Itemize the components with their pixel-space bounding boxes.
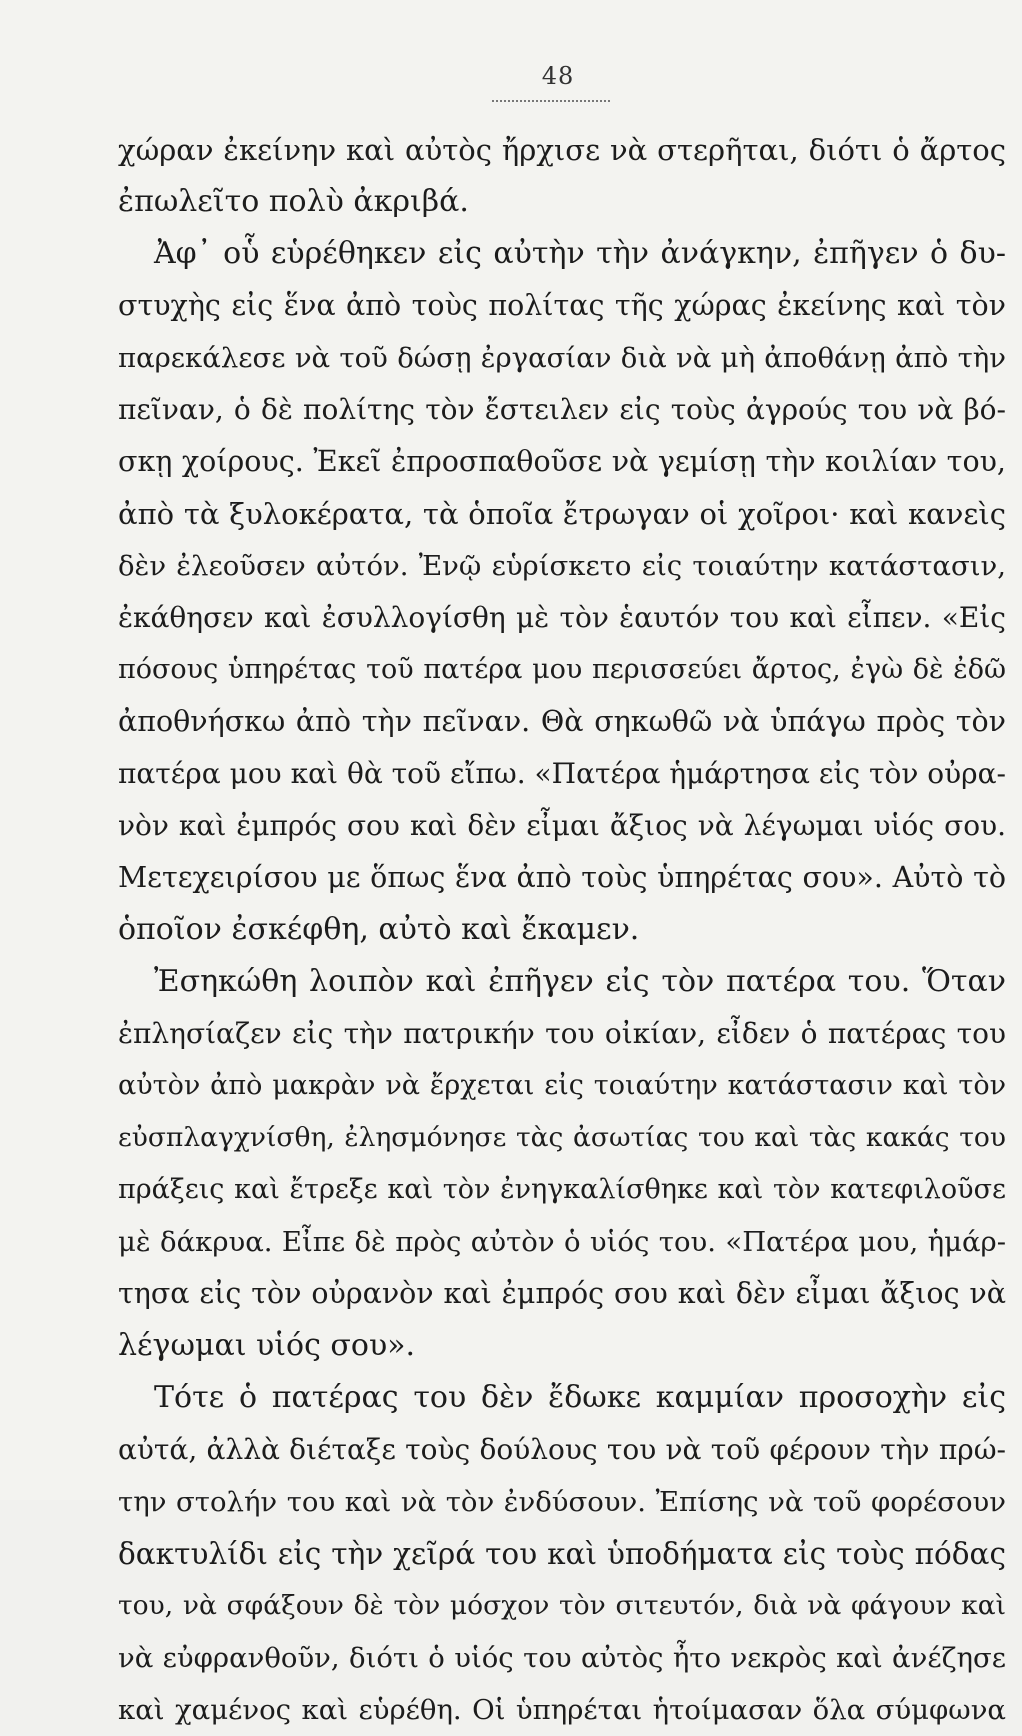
text-line: σκῃ χοίρους. Ἐκεῖ ἐπροσπαθοῦσε νὰ γεμίσῃ τὴν κοιλίαν του,: [118, 445, 1006, 478]
text-line: ἀπὸ τὰ ξυλοκέρατα, τὰ ὁποῖα ἔτρωγαν οἱ χοῖροι· καὶ κανεὶς: [118, 497, 1006, 531]
text-line: νὸν καὶ ἐμπρός σου καὶ δὲν εἶμαι ἄξιος νὰ λέγωμαι υἱός σου.: [118, 809, 1006, 842]
text-line: μὲ δάκρυα. Εἶπε δὲ πρὸς αὐτὸν ὁ υἱός του. «Πατέρα μου, ἡμάρ-: [118, 1226, 1006, 1258]
text-line: τησα εἰς τὸν οὐρανὸν καὶ ἐμπρός σου καὶ δὲν εἶμαι ἄξιος νὰ: [118, 1277, 1006, 1310]
text-line: ἐπλησίαζεν εἰς τὴν πατρικήν του οἰκίαν, εἶδεν ὁ πατέρας του: [118, 1017, 1006, 1050]
text-line: ἀποθνήσκω ἀπὸ τὴν πεῖναν. Θὰ σηκωθῶ νὰ ὑπάγω πρὸς τὸν: [118, 705, 1006, 738]
text-line: πόσους ὑπηρέτας τοῦ πατέρα μου περισσεύει ἄρτος, ἐγὼ δὲ ἐδῶ: [118, 654, 1006, 685]
text-line: πράξεις καὶ ἔτρεξε καὶ τὸν ἐνηγκαλίσθηκε καὶ τὸν κατεφιλοῦσε: [118, 1174, 1006, 1205]
text-line: Ἐσηκώθη λοιπὸν καὶ ἐπῆγεν εἰς τὸν πατέρα του. Ὅταν: [154, 964, 1006, 999]
text-line: καὶ χαμένος καὶ εὑρέθη. Οἱ ὑπηρέται ἡτοίμασαν ὅλα σύμφωνα: [118, 1694, 1006, 1726]
text-line: Τότε ὁ πατέρας του δὲν ἔδωκε καμμίαν προσοχὴν εἰς: [154, 1380, 1006, 1415]
text-line: δὲν ἐλεοῦσεν αὐτόν. Ἐνῷ εὑρίσκετο εἰς τοιαύτην κατάστασιν,: [118, 550, 1006, 582]
text-line: Μετεχειρίσου με ὅπως ἕνα ἀπὸ τοὺς ὑπηρέτας σου». Αὐτὸ τὸ: [118, 861, 1006, 894]
text-line: χώραν ἐκείνην καὶ αὐτὸς ἤρχισε νὰ στερῆται, διότι ὁ ἄρτος: [118, 133, 1006, 167]
text-line: στυχὴς εἰς ἕνα ἀπὸ τοὺς πολίτας τῆς χώρας ἐκείνης καὶ τὸν: [118, 289, 1006, 322]
page-number-rule: [492, 100, 610, 102]
text-line: πεῖναν, ὁ δὲ πολίτης τὸν ἔστειλεν εἰς τοὺς ἀγρούς του νὰ βό-: [118, 393, 1006, 426]
text-line: δακτυλίδι εἰς τὴν χεῖρά του καὶ ὑποδήματα εἰς τοὺς πόδας: [118, 1537, 1006, 1571]
text-line: εὐσπλαγχνίσθη, ἐλησμόνησε τὰς ἀσωτίας του καὶ τὰς κακάς του: [118, 1122, 1006, 1153]
text-line: αὐτά, ἀλλὰ διέταξε τοὺς δούλους του νὰ τοῦ φέρουν τὴν πρώ-: [118, 1433, 1006, 1466]
text-line: πατέρα μου καὶ θὰ τοῦ εἴπω. «Πατέρα ἡμάρτησα εἰς τὸν οὐρα-: [118, 757, 1006, 790]
text-line: του, νὰ σφάξουν δὲ τὸν μόσχον τὸν σιτευτόν, διὰ νὰ φάγουν καὶ: [118, 1590, 1006, 1621]
text-line: νὰ εὐφρανθοῦν, διότι ὁ υἱός του αὐτὸς ἦτο νεκρὸς καὶ ἀνέζησε: [118, 1642, 1006, 1674]
page-number: 48: [541, 62, 575, 90]
text-line: ὁποῖον ἐσκέφθη, αὐτὸ καὶ ἔκαμεν.: [118, 912, 640, 947]
text-line: την στολήν του καὶ νὰ τὸν ἐνδύσουν. Ἐπίσης νὰ τοῦ φορέσουν: [118, 1486, 1006, 1518]
text-line: λέγωμαι υἱός σου».: [118, 1328, 416, 1363]
text-body: [118, 124, 1006, 1736]
text-line: αὐτὸν ἀπὸ μακρὰν νὰ ἔρχεται εἰς τοιαύτην κατάστασιν καὶ τὸν: [118, 1070, 1006, 1101]
text-line: Ἀφ᾽ οὗ εὑρέθηκεν εἰς αὐτὴν τὴν ἀνάγκην, ἐπῆγεν ὁ δυ-: [154, 236, 1006, 271]
text-line: ἐκάθησεν καὶ ἐσυλλογίσθη μὲ τὸν ἑαυτόν του καὶ εἶπεν. «Εἰς: [118, 601, 1006, 634]
text-line: παρεκάλεσε νὰ τοῦ δώσῃ ἐργασίαν διὰ νὰ μὴ ἀποθάνῃ ἀπὸ τὴν: [118, 342, 1006, 374]
text-line: ἐπωλεῖτο πολὺ ἀκριβά.: [118, 184, 469, 219]
